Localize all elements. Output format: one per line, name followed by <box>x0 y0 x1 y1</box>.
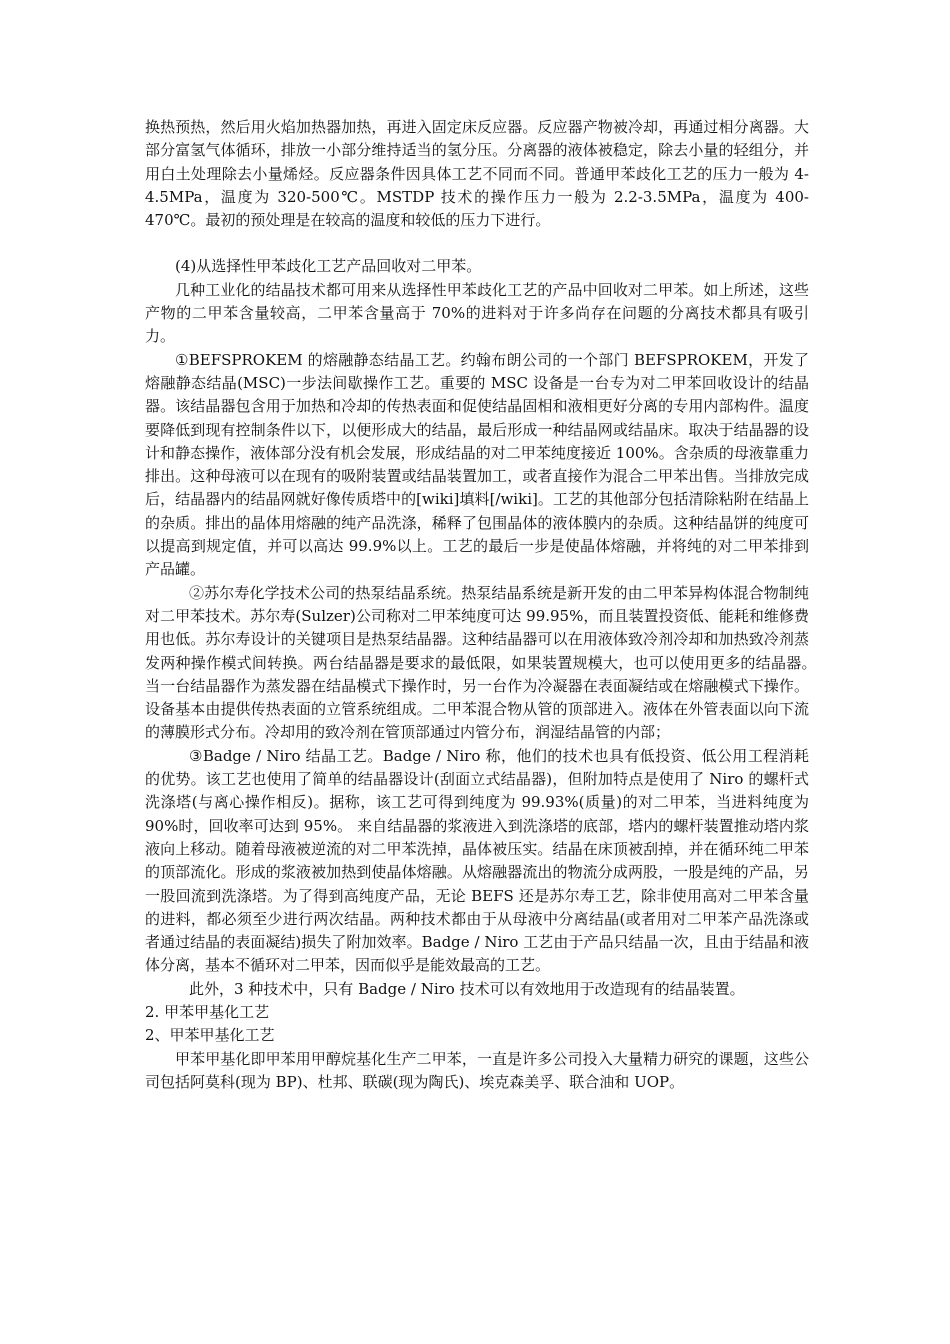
section-heading-methylation: 2. 甲苯甲基化工艺 <box>145 1002 270 1021</box>
document-body <box>145 116 825 1094</box>
paragraph-tdp-process: 换热预热，然后用火焰加热器加热，再进入固定床反应器。反应器产物被冷却，再通过相分离器。大部分富氢气体循环，排放一小部分维持适当的氢分压。分离器的液体被稳定，除去小量的轻组分，并用白土处理除去小量烯烃。反应器条件因具体工艺不同而不同。普通甲苯歧化工艺的压力一般为 4-4.5MPa，温度为 320-500℃。MSTDP 技术的操作压力一般为 2.2-3.5MPa，温度为 400-470℃。最初的预处理是在较高的温度和较低的压力下进行。 <box>145 118 809 230</box>
paragraph-sulzer: ②苏尔寿化学技术公司的热泵结晶系统。热泵结晶系统是新开发的由二甲苯异构体混合物制纯对二甲苯技术。苏尔寿(Sulzer)公司称对二甲苯纯度可达 99.95%，而且装置投资低、能耗和维修费用也低。苏尔寿设计的关键项目是热泵结晶器。这种结晶器可以在用液体致冷剂冷却和加热致冷剂蒸发两种操作模式间转换。两台结晶器是要求的最低限，如果装置规模大，也可以使用更多的结晶器。 当一台结晶器作为蒸发器在结晶模式下操作时，另一台作为冷凝器在表面凝结或在熔融模式下操作。设备基本由提供传热表面的立管系统组成。二甲苯混合物从管的顶部进入。液体在外管表面以向下流的薄膜形式分布。冷却用的致冷剂在管顶部通过内管分布，润湿结晶管的内部； <box>145 583 825 742</box>
paragraph-befsprokem: ①BEFSPROKEM 的熔融静态结晶工艺。约翰布朗公司的一个部门 BEFSPROKEM，开发了熔融静态结晶(MSC)一步法间歇操作工艺。重要的 MSC 设备是一台专为对二甲苯回收设计的结晶器。该结晶器包含用于加热和冷却的传热表面和促使结晶固相和液相更好分离的专用内部构件。温度要降低到现有控制条件以下，以便形成大的结晶，最后形成一种结晶网或结晶床。取决于结晶器的设计和静态操作，液体部分没有机会发展，形成结晶的对二甲苯纯度接近 100%。含杂质的母液靠重力排出。这种母液可以在现有的吸附装置或结晶装置加工，或者直接作为混合二甲苯出售。当排放完成后，结晶器内的结晶网就好像传质塔中的[wiki]填料[/wiki]。工艺的其他部分包括清除粘附在结晶上的杂质。排出的晶体用熔融的纯产品洗涤，稀释了包围晶体的液体膜内的杂质。这种结晶饼的纯度可以提高到规定值，并可以高达 99.9%以上。工艺的最后一步是使晶体熔融，并将纯的对二甲苯排到产品罐。 <box>145 350 809 579</box>
section-heading-recovery: (4)从选择性甲苯歧化工艺产品回收对二甲苯。 <box>175 257 482 276</box>
paragraph-badge-niro: ③Badge / Niro 结晶工艺。Badge / Niro 称，他们的技术也具有低投资、低公用工程消耗的优势。该工艺也使用了简单的结晶器设计(刮面立式结晶器)，但附加特点是使用了 Niro 的螺杆式洗涤塔(与离心操作相反)。据称，该工艺可得到纯度为 99.93%(质量)的对二甲苯，当进料纯度为 90%时，回收率可达到 95%。 来自结晶器的浆液进入到洗涤塔的底部，塔内的螺杆装置推动塔内浆液向上移动。随着母液被逆流的对二甲苯洗掉，晶体被压实。结晶在床顶被刮掉，并在循环纯二甲苯的顶部流化。形成的浆液被加热到使晶体熔融。从熔融器流出的物流分成两股，一股是纯的产品，另一股回流到洗涤塔。为了得到高纯度产品，无论 BEFS 还是苏尔寿工艺，除非使用高对二甲苯含量的进料，都必须至少进行两次结晶。两种技术都由于从母液中分离结晶(或者用对二甲苯产品洗涤或者通过结晶的表面凝结)损失了附加效率。Badge / Niro 工艺由于产品只结晶一次，且由于结晶和液体分离，基本不循环对二甲苯，因而似乎是能效最高的工艺。 <box>145 746 810 975</box>
paragraph-methylation: 甲苯甲基化即甲苯用甲醇烷基化生产二甲苯，一直是许多公司投入大量精力研究的课题，这些公司包括阿莫科(现为 BP)、杜邦、联碳(现为陶氏)、埃克森美孚、联合油和 UOP。 <box>145 1049 809 1091</box>
paragraph-retrofit: 此外，3 种技术中，只有 Badge / Niro 技术可以有效地用于改造现有的结晶装置。 <box>189 979 745 998</box>
section-heading-methylation-alt: 2、甲苯甲基化工艺 <box>145 1026 275 1045</box>
paragraph-crystallization-intro: 几种工业化的结晶技术都可用来从选择性甲苯歧化工艺的产品中回收对二甲苯。如上所述，这些产物的二甲苯含量较高，二甲苯含量高于 70%的进料对于许多尚存在问题的分离技术都具有吸引力。 <box>145 280 809 346</box>
paragraph-gap <box>145 232 809 255</box>
